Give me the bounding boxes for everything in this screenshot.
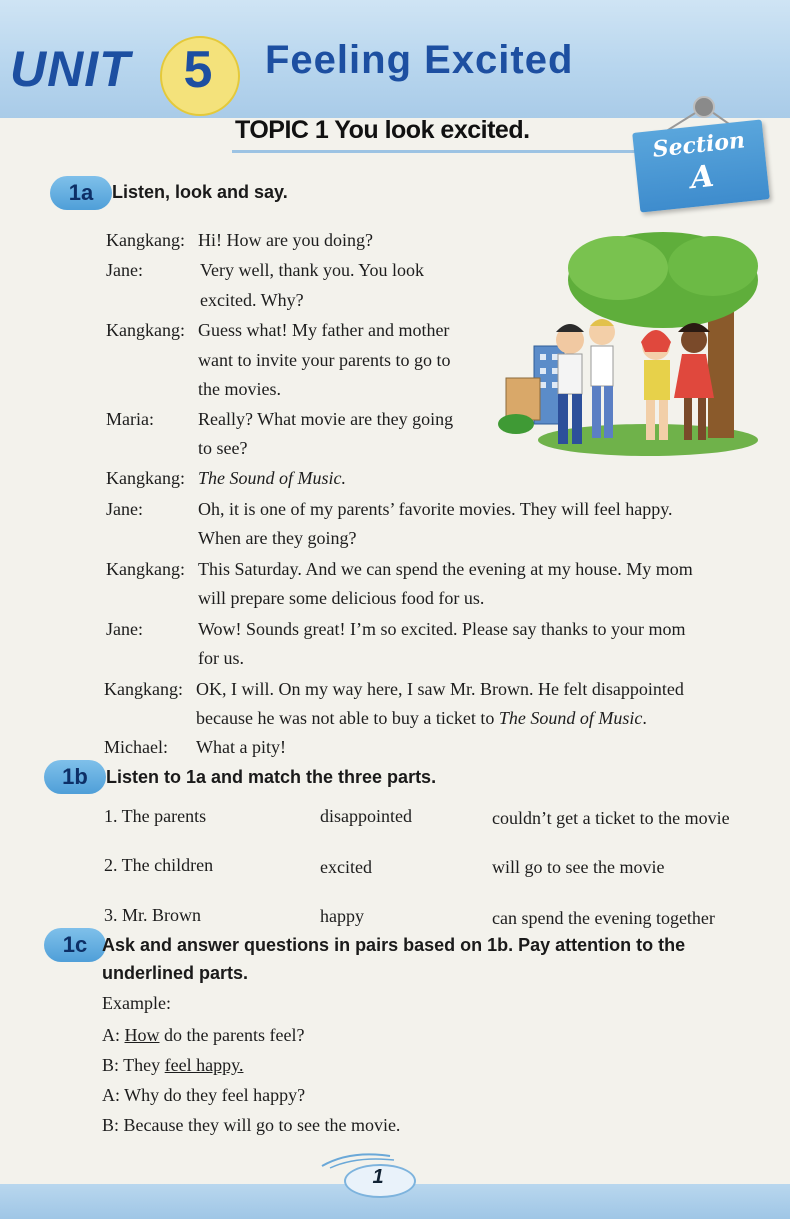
- activity-badge-1b: 1b: [44, 760, 106, 794]
- dialogue-line: Wow! Sounds great! I’m so excited. Please say thanks to your mom: [198, 619, 686, 639]
- topic-title: TOPIC 1 You look excited.: [235, 116, 530, 144]
- dialogue-text-plain: .: [642, 708, 647, 728]
- underlined-part: feel happy.: [164, 1055, 244, 1075]
- dialogue-line: OK, I will. On my way here, I saw Mr. Brown. He felt disappointed: [196, 679, 684, 699]
- activity-badge-1a: 1a: [50, 176, 112, 210]
- dialogue-line: the movies.: [198, 379, 281, 399]
- dialogue-line: Oh, it is one of my parents’ favorite movies. They will feel happy.: [198, 499, 673, 519]
- dialogue-line: [196, 708, 647, 729]
- topic-underline: [232, 150, 642, 153]
- example-prefix: B: They: [102, 1055, 165, 1075]
- instruction-1b: Listen to 1a and match the three parts.: [106, 767, 437, 787]
- underlined-part: How: [124, 1025, 160, 1045]
- kids-park-illustration: [498, 228, 760, 460]
- example-answer-1: [102, 1055, 243, 1076]
- activity-badge-1c: 1c: [44, 928, 106, 962]
- dialogue-line: for us.: [198, 648, 244, 668]
- match-feeling: happy: [320, 906, 364, 926]
- dialogue-line: Very well, thank you. You look: [200, 260, 424, 280]
- instruction-1c-line1: Ask and answer questions in pairs based on 1b. Pay attention to the: [102, 935, 686, 955]
- speaker: Jane:: [106, 260, 143, 280]
- speaker: Kangkang:: [106, 230, 185, 250]
- page-number: 1: [372, 1166, 384, 1188]
- match-subject: 3. Mr. Brown: [104, 905, 202, 925]
- unit-title: Feeling Excited: [265, 38, 574, 82]
- movie-title: The Sound of Music: [498, 708, 643, 728]
- dialogue-line: excited. Why?: [200, 290, 304, 310]
- section-word: Section: [651, 127, 747, 163]
- match-feeling: excited: [320, 857, 372, 877]
- speaker: Jane:: [106, 499, 143, 519]
- instruction-1c-line2: underlined parts.: [102, 963, 249, 983]
- section-tag: [632, 119, 770, 212]
- example-label: Example:: [102, 993, 171, 1013]
- match-feeling: disappointed: [320, 806, 412, 826]
- dialogue-line: What a pity!: [196, 737, 286, 757]
- example-question-1: [102, 1025, 304, 1046]
- dialogue-line: want to invite your parents to go to: [198, 350, 451, 370]
- dialogue-line: Really? What movie are they going: [198, 409, 454, 429]
- example-question-2: A: Why do they feel happy?: [102, 1085, 306, 1105]
- example-rest: do the parents feel?: [159, 1025, 305, 1045]
- speaker: Kangkang:: [106, 468, 185, 488]
- dialogue-line: will prepare some delicious food for us.: [198, 588, 485, 608]
- speaker: Kangkang:: [106, 320, 185, 340]
- section-letter: A: [688, 158, 716, 197]
- example-prefix: A:: [102, 1025, 125, 1045]
- speaker: Kangkang:: [104, 679, 183, 699]
- match-reason: will go to see the movie: [492, 857, 665, 877]
- match-subject: 2. The children: [104, 855, 214, 875]
- match-subject: 1. The parents: [104, 806, 207, 826]
- speaker: Michael:: [104, 737, 168, 757]
- speaker: Jane:: [106, 619, 143, 639]
- dialogue-line: to see?: [198, 438, 248, 458]
- dialogue-line: Hi! How are you doing?: [198, 230, 373, 250]
- speaker: Maria:: [106, 409, 154, 429]
- match-reason: couldn’t get a ticket to the movie: [492, 808, 730, 828]
- pin-icon: [693, 96, 715, 118]
- dialogue-text-plain: because he was not able to buy a ticket to: [196, 708, 499, 728]
- speaker: Kangkang:: [106, 559, 185, 579]
- dialogue-line: When are they going?: [198, 528, 357, 548]
- match-reason: can spend the evening together: [492, 908, 715, 928]
- unit-number: 5: [183, 41, 213, 99]
- unit-label: UNIT: [10, 41, 131, 97]
- instruction-1a: Listen, look and say.: [112, 182, 288, 202]
- dialogue-line: This Saturday. And we can spend the evening at my house. My mom: [198, 559, 693, 579]
- dialogue-line: The Sound of Music.: [198, 468, 346, 488]
- small-house: [506, 378, 540, 420]
- dialogue-line: Guess what! My father and mother: [198, 320, 450, 340]
- example-answer-2: B: Because they will go to see the movie.: [102, 1115, 401, 1135]
